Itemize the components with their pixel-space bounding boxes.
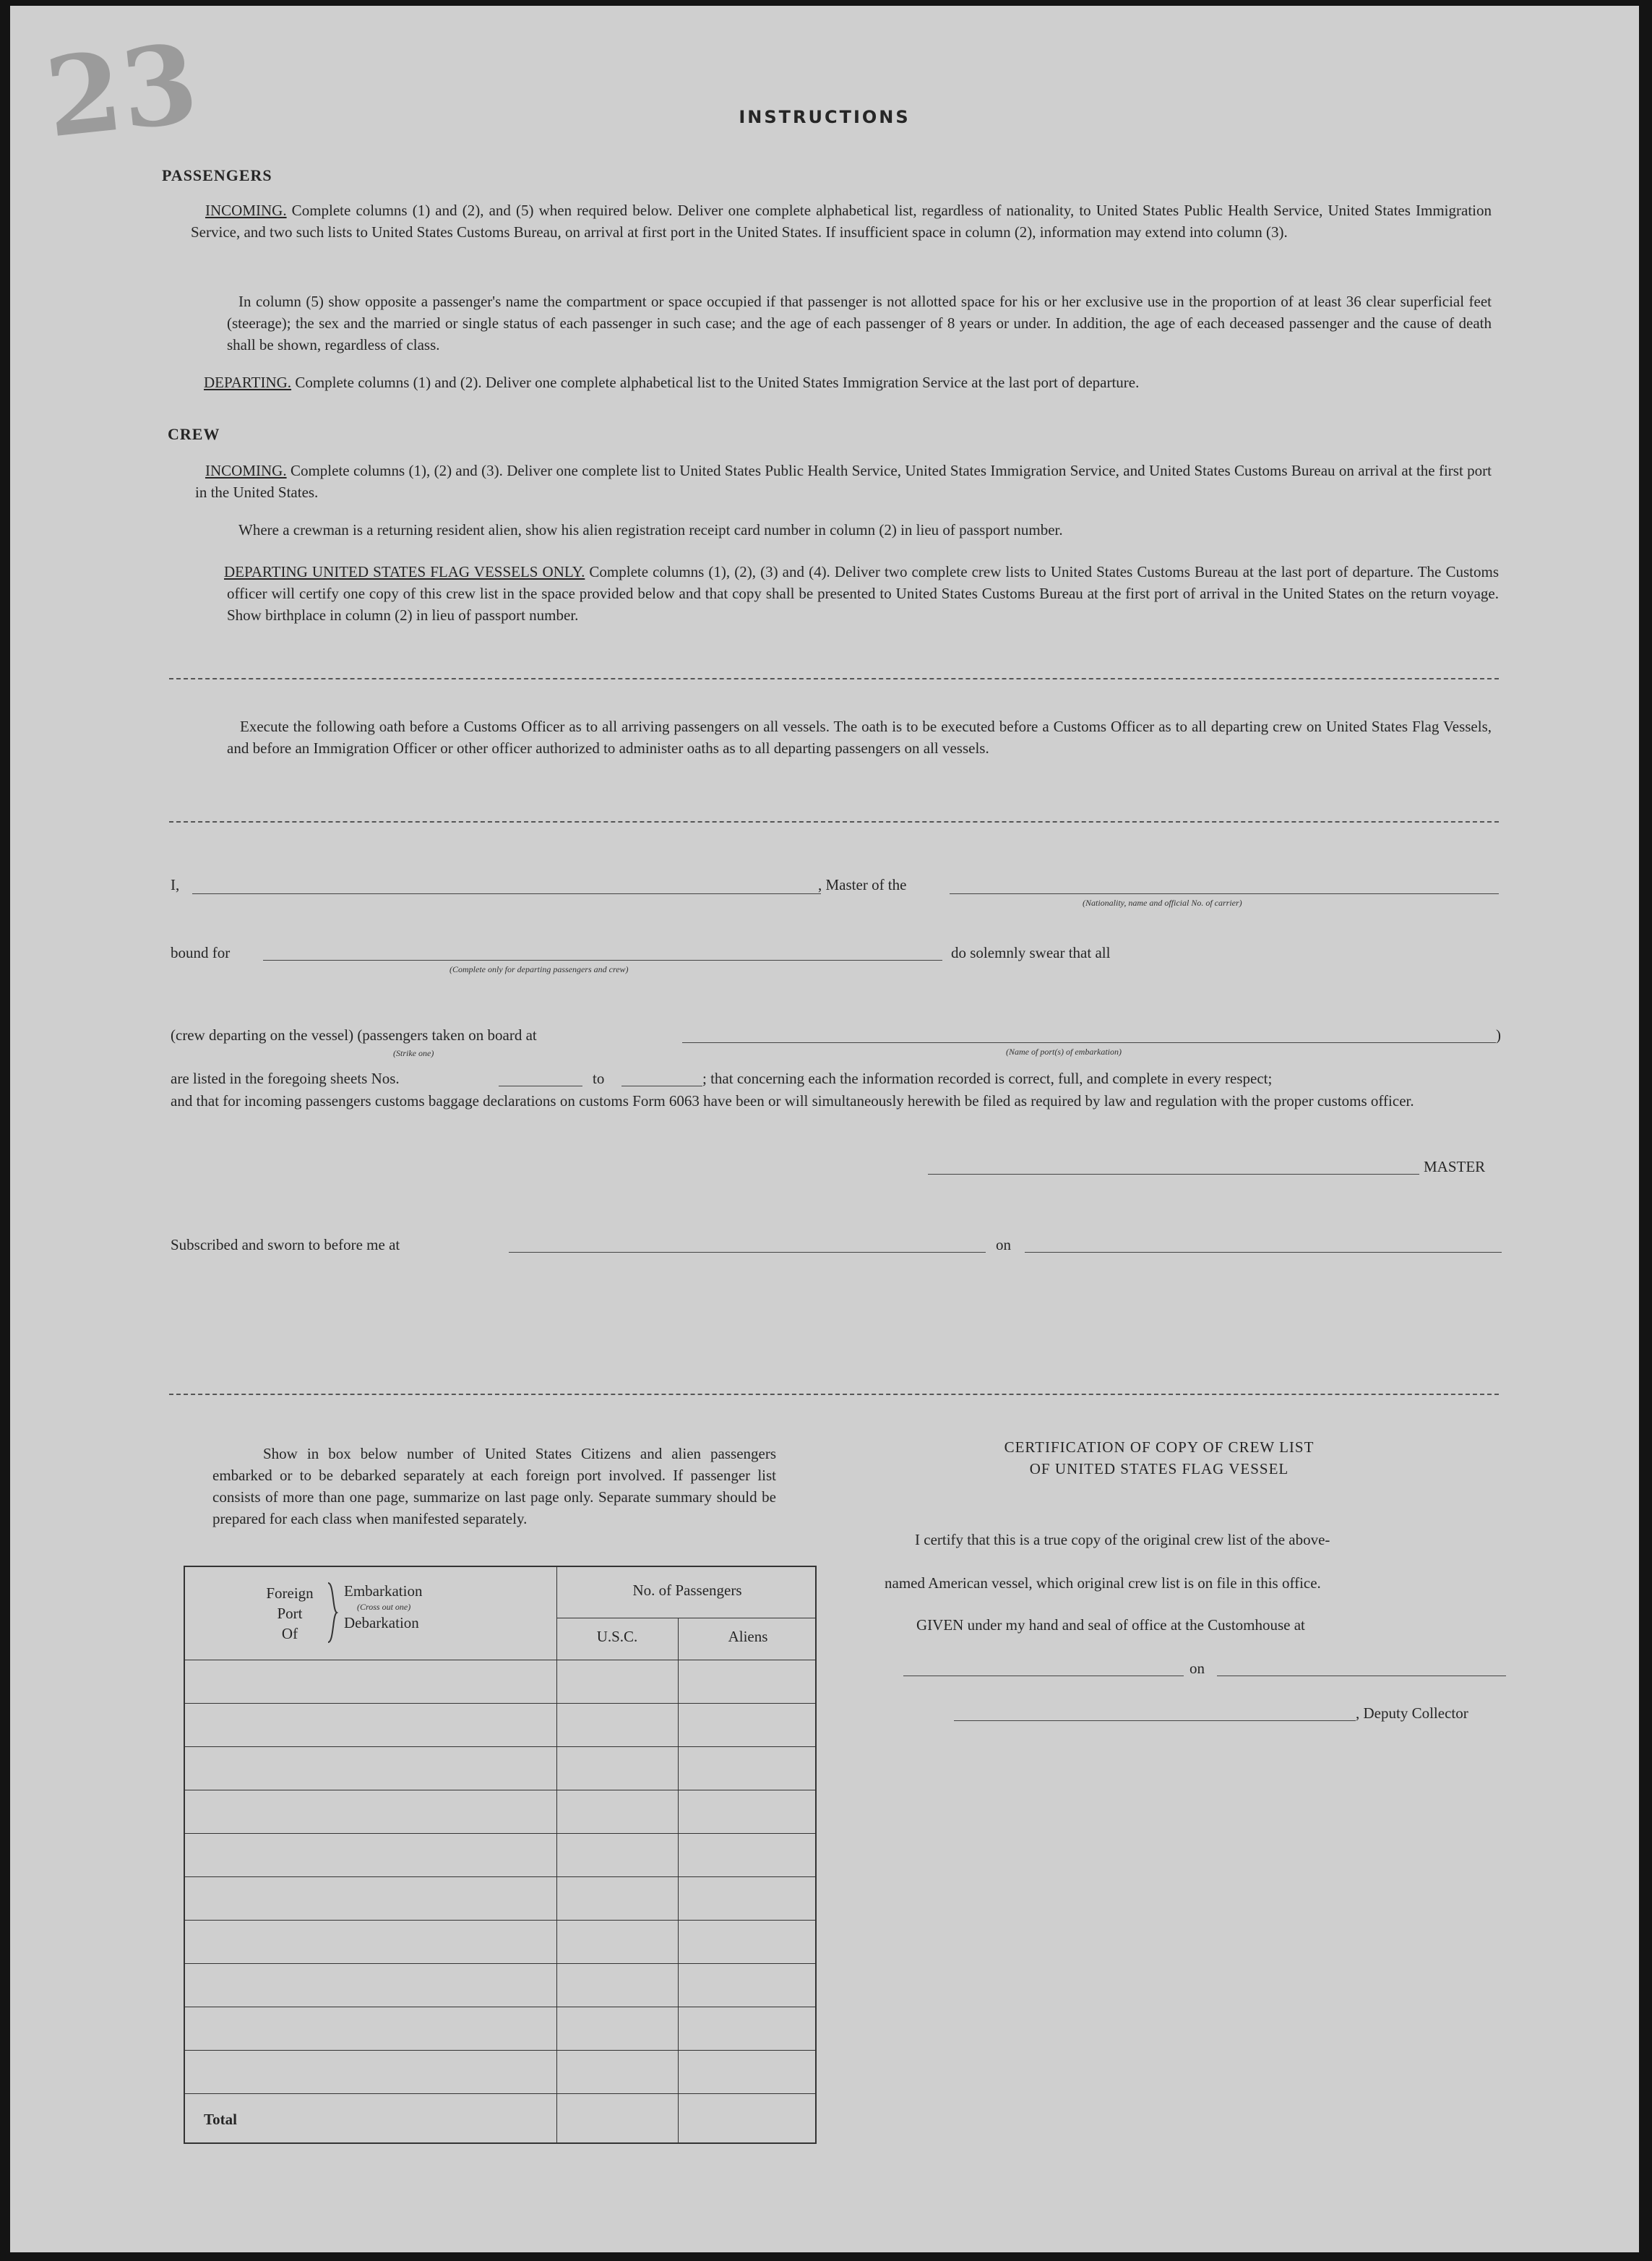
of-label: Of (281, 1625, 298, 1642)
page-number-stamp: 23 (40, 20, 204, 163)
master-of-label: , Master of the (818, 876, 907, 893)
passengers-departing-label: DEPARTING. (204, 374, 292, 391)
section-divider (169, 821, 1499, 823)
sworn-on-label: on (996, 1236, 1011, 1253)
cross-out-caption: (Cross out one) (357, 1602, 411, 1612)
listed-post-text: ; that concerning each the information recorded is correct, full, and complete in every respect; (702, 1070, 1273, 1087)
embarkation-label: Embarkation (344, 1582, 423, 1600)
embarkation-port-caption: (Name of port(s) of embarkation) (1006, 1047, 1122, 1057)
sworn-date-field[interactable] (1025, 1252, 1502, 1253)
usc-header: U.S.C. (596, 1628, 638, 1645)
passengers-incoming-text: Complete columns (1) and (2), and (5) when required below. Deliver one complete alphabetical list, regardless of nationality, to United States Public Health Service, United States Immigration Service, and two such lists to United States Customs Bureau, on arrival at first port in the United States. If insufficient space in column (2), information may extend into column (3). (191, 202, 1492, 241)
certification-line-3: GIVEN under my hand and seal of office at the Customhouse at (916, 1616, 1305, 1634)
passengers-incoming-label: INCOMING. (205, 202, 287, 219)
carrier-field[interactable] (950, 893, 1499, 894)
passengers-heading: PASSENGERS (162, 166, 272, 184)
debarkation-label: Debarkation (344, 1614, 419, 1631)
deputy-collector-label: , Deputy Collector (1356, 1704, 1468, 1722)
embarkation-port-field[interactable] (682, 1042, 1496, 1043)
listed-rest-text: and that for incoming passengers customs baggage declarations on customs Form 6063 have been or will simultaneously herewith be filed as required by law and regulation with the proper customs officer. (171, 1092, 1414, 1110)
crew-departing-text: Complete columns (1), (2), (3) and (4). Deliver two complete crew lists to United States Customs Bureau at the last port of departure. The Customs officer will certify one copy of this crew list in the space provided below and that copy shall be presented to United States Customs Bureau at the first port of arrival in the United States on the return voyage. Show birthplace in column (2) in lieu of passport number. (227, 563, 1499, 624)
crew-heading: CREW (168, 425, 220, 443)
listed-label: are listed in the foregoing sheets Nos. (171, 1070, 400, 1087)
listed-to-label: to (593, 1070, 605, 1087)
brace-icon (325, 1582, 340, 1644)
certification-line-2: named American vessel, which original crew list is on file in this office. (885, 1574, 1321, 1592)
foreign-label: Foreign (266, 1584, 314, 1602)
row-divider (185, 1876, 815, 1877)
passengers-departing-text: Complete columns (1) and (2). Deliver one complete alphabetical list to the United States Immigration Service at the last port of departure. (291, 374, 1140, 391)
row-divider (185, 1833, 815, 1834)
crew-departing-paragraph (224, 561, 1499, 626)
column-divider (556, 1567, 557, 2142)
crew-departing-label: DEPARTING UNITED STATES FLAG VESSELS ONLY. (224, 563, 585, 580)
port-label: Port (277, 1605, 303, 1622)
row-divider (185, 2093, 815, 2094)
swear-label: do solemnly swear that all (951, 944, 1111, 961)
row-divider (185, 1703, 815, 1704)
passengers-departing-paragraph (194, 372, 1494, 393)
row-divider (185, 1746, 815, 1747)
master-name-field[interactable] (192, 893, 821, 894)
section-divider (169, 1394, 1499, 1395)
foreign-port-of-header (257, 1583, 322, 1644)
total-label: Total (204, 2111, 237, 2128)
crew-incoming-text: Complete columns (1), (2) and (3). Deliver one complete list to United States Public Health Service, United States Immigration Service, and United States Customs Bureau on arrival at the first port in the United States. (195, 462, 1492, 501)
master-signature-field[interactable] (928, 1174, 1419, 1175)
carrier-caption: (Nationality, name and official No. of carrier) (1083, 898, 1242, 908)
close-paren: ) (1496, 1026, 1501, 1044)
deputy-signature-field[interactable] (954, 1720, 1356, 1721)
certification-on-label: on (1189, 1660, 1205, 1677)
section-divider (169, 678, 1499, 679)
sworn-place-field[interactable] (509, 1252, 986, 1253)
passengers-column5-paragraph: In column (5) show opposite a passenger's name the compartment or space occupied if that passenger is not allotted space for his or her exclusive use in the proportion of at least 36 clear superficial feet (steerage); the sex and the married or single status of each passenger in such case; and the age of each passenger of 8 years or under. In addition, the age of each deceased passenger and the cause of death shall be shown, regardless of class. (227, 293, 1492, 353)
row-divider (185, 2050, 815, 2051)
oath-i-label: I, (171, 876, 180, 893)
certification-line-1: I certify that this is a true copy of the original crew list of the above- (915, 1531, 1330, 1548)
column-divider (678, 1618, 679, 2142)
passenger-summary-table (184, 1566, 817, 2144)
crew-incoming-paragraph (195, 460, 1492, 503)
master-label: MASTER (1424, 1158, 1486, 1175)
bound-for-caption: (Complete only for departing passengers and crew) (449, 964, 629, 974)
certification-title-1: CERTIFICATION OF COPY OF CREW LIST (1004, 1438, 1315, 1456)
aliens-header: Aliens (728, 1628, 768, 1645)
crew-incoming-label: INCOMING. (205, 462, 287, 479)
subscribed-label: Subscribed and sworn to before me at (171, 1236, 400, 1253)
crew-departing-label: (crew departing on the vessel) (passengers taken on board at (171, 1026, 537, 1044)
certification-title-2: OF UNITED STATES FLAG VESSEL (1029, 1460, 1289, 1477)
bound-for-field[interactable] (263, 960, 942, 961)
row-divider (185, 1963, 815, 1964)
no-passengers-header: No. of Passengers (632, 1582, 742, 1599)
form-page (10, 6, 1639, 2252)
crew-resident-paragraph: Where a crewman is a returning resident alien, show his alien registration receipt card number in column (2) in lieu of passport number. (238, 521, 1063, 539)
passengers-incoming-paragraph (191, 200, 1492, 243)
summary-instruction: Show in box below number of United States Citizens and alien passengers embarked or to be debarked separately at each foreign port involved. If passenger list consists of more than one page, summarize on last page only. Separate summary should be prepared for each class when manifested separately. (212, 1445, 776, 1527)
strike-one-caption: (Strike one) (393, 1048, 434, 1058)
bound-for-label: bound for (171, 944, 231, 961)
embark-debark-header (344, 1580, 422, 1634)
row-divider (185, 1920, 815, 1921)
page-title: INSTRUCTIONS (739, 107, 911, 127)
oath-instruction: Execute the following oath before a Customs Officer as to all arriving passengers on all vessels. The oath is to be executed before a Customs Officer as to all departing crew on United States Flag Vessels, and before an Immigration Officer or other officer authorized to administer oaths as to all departing passengers on all vessels. (227, 718, 1492, 757)
